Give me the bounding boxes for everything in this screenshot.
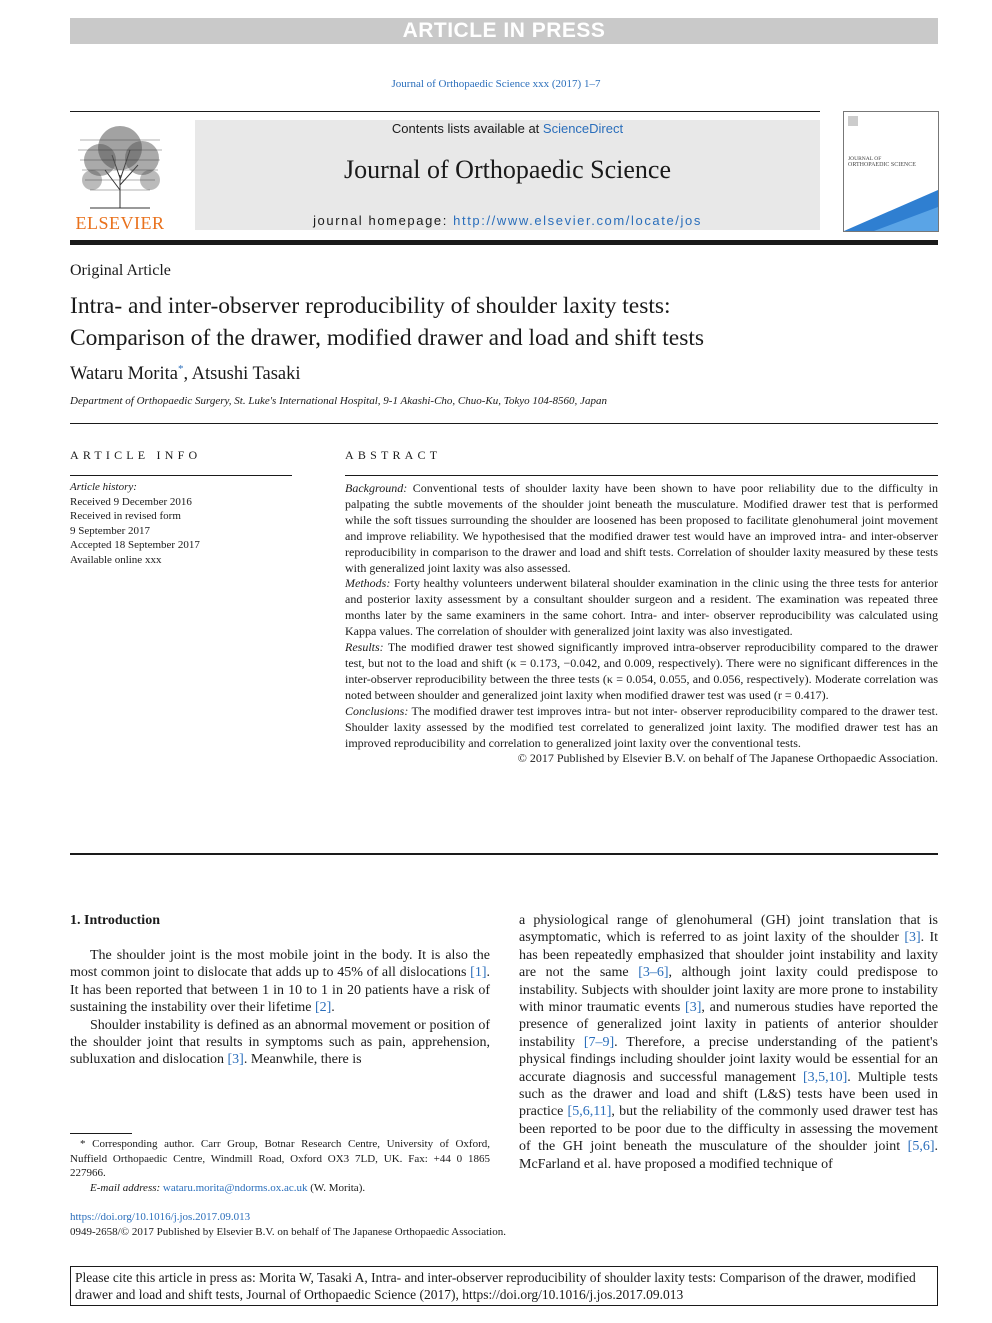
homepage-link[interactable]: http://www.elsevier.com/locate/jos <box>453 213 702 228</box>
body-text: , but the reliability of the commonly used drawer test has been reported to be poor due to the difficulty in assessing the movement of the GH joint beneath the musculature of the shoulder joint <box>519 1104 938 1155</box>
journal-title: Journal of Orthopaedic Science <box>343 155 672 184</box>
history-item: Accepted 18 September 2017 <box>70 539 200 551</box>
article-in-press-banner: ARTICLE IN PRESS <box>70 18 938 44</box>
abstract-heading: Conclusions: <box>345 703 409 718</box>
body-text: . It has been repeatedly emphasized that shoulder joint instability and laxity are not the same <box>519 930 938 981</box>
footnote-mark: * <box>80 1138 86 1150</box>
article-info-rule <box>70 475 292 476</box>
intro-paragraph <box>70 947 490 1017</box>
footnote-rule <box>70 1133 132 1134</box>
reference-link[interactable]: [3–6] <box>638 965 669 981</box>
history-item: Available online xxx <box>70 553 162 566</box>
contents-prefix: Contents lists available at <box>391 121 543 136</box>
email-label: E-mail address: <box>90 1181 161 1194</box>
abstract-rule <box>345 475 938 476</box>
doi-link[interactable]: https://doi.org/10.1016/j.jos.2017.09.013 <box>70 1211 251 1223</box>
article-type: Original Article <box>70 262 171 279</box>
corresponding-author-note <box>70 1137 490 1181</box>
body-text: , although joint laxity could predispose to instability. Subjects with shoulder joint laxity are more prone to instability with minor traumatic events <box>519 965 938 1016</box>
abstract-results <box>345 640 938 704</box>
author-separator: , <box>183 364 192 385</box>
body-text: . McFarland et al. have proposed a modified technique of <box>519 1139 938 1172</box>
intro-right-column <box>519 912 938 1173</box>
history-label: Article history: <box>70 481 137 493</box>
intro-paragraph <box>519 912 938 1173</box>
abstract-conclusions <box>345 704 938 752</box>
abstract-background <box>345 481 938 576</box>
paper-title-line-2: Comparison of the drawer, modified drawer and load and shift tests <box>70 325 705 351</box>
title-divider <box>70 423 938 424</box>
corresponding-author-mark[interactable]: * <box>177 363 184 375</box>
body-text: Shoulder instability is defined as an abnormal movement or position of the shoulder joint that results in symptoms such as pain, apprehension, subluxation and dislocation <box>70 1017 490 1068</box>
reference-link[interactable]: [5,6,11] <box>567 1104 612 1120</box>
reference-link[interactable]: [3] <box>685 1000 702 1016</box>
sciencedirect-link[interactable]: ScienceDirect <box>542 121 624 136</box>
journal-homepage-line <box>195 213 820 228</box>
abstract-text: The modified drawer test showed significantly improved intra-observer reproducibility compared to the drawer test, but not to the load and shift (κ = 0.173, −0.042, and 0.009, respectively). There were no significant differences in the inter-observer reproducibility between the three tests (κ = 0.054, 0.055, and 0.056, respectively). Moderate correlation was noted between shoulder and generalized joint laxity when modified drawer test was used (r = 0.417). <box>345 640 938 702</box>
reference-link[interactable]: [5,6] <box>907 1139 935 1155</box>
email-link[interactable]: wataru.morita@ndorms.ox.ac.uk <box>162 1181 308 1194</box>
cover-title-2: ORTHOPAEDIC SCIENCE <box>848 162 916 168</box>
reference-link[interactable]: [2] <box>314 1000 332 1016</box>
paper-title <box>70 290 938 354</box>
abstract-text: Forty healthy volunteers underwent bilateral shoulder examination in the clinic using the three tests for anterior and posterior laxity assessment by a consultant shoulder surgeon and a resident. The examination was repeated three months later by the same examiners in the same cohort. Intra- and inter- observer reproducibility was calculated using Kappa values. The correlation of shoulder with generalized joint laxity was also investigated. <box>345 576 938 639</box>
article-info-label: ARTICLE INFO <box>70 448 202 462</box>
issn-copyright-line: 0949-2658/© 2017 Published by Elsevier B.V. on behalf of The Japanese Orthopaedic Association. <box>70 1226 506 1238</box>
abstract-text: The modified drawer test improves intra- but not inter- observer reproducibility compared to the drawer test. Shoulder laxity assessed by the modified test correlated to generalized joint laxity. The modified drawer test has an improved reproducibility and correlation to generalized joint laxity over the conventional tests. <box>345 703 938 750</box>
journal-citation-link[interactable]: Journal of Orthopaedic Science xxx (2017) 1–7 <box>391 78 601 90</box>
abstract-heading: Methods: <box>345 576 391 591</box>
abstract-label: ABSTRACT <box>345 448 442 462</box>
section-heading-introduction: 1. Introduction <box>70 913 160 928</box>
abstract-divider <box>70 853 938 855</box>
abstract-text: Conventional tests of shoulder laxity have been shown to have poor reliability due to the difficulty in palpating the subtle movements of the shoulder joint beneath the musculature. Modified drawer test that is performed while the soft tissues surrounding the shoulder are loosened has been proposed to facilitate glenohumeral joint movement and improve reliability. We hypothesised that the modified drawer test would have an improved intra- and inter-observer reproducibility in comparison to the drawer and load and shift tests. Correlation of shoulder laxity measured by these tests with generalized joint laxity was also assessed. <box>345 481 938 575</box>
body-text: The shoulder joint is the most mobile joint in the body. It is also the most common joint to dislocate that adds up to 45% of all dislocations <box>70 948 490 981</box>
affiliation: Department of Orthopaedic Surgery, St. Luke's International Hospital, 9-1 Akashi-Cho, Chuo-Ku, Tokyo 104-8560, Japan <box>70 395 607 407</box>
history-item: 9 September 2017 <box>70 524 151 537</box>
body-text: . Multiple tests such as the drawer and load and shift (L&S) tests have been used in practice <box>519 1069 938 1120</box>
homepage-prefix: journal homepage: <box>313 213 454 228</box>
email-owner: (W. Morita). <box>307 1181 366 1194</box>
body-text: . Therefore, a precise understanding of the patient's physical findings including shoulder joint laxity would be essential for an accurate diagnosis and successful management <box>519 1034 938 1085</box>
reference-link[interactable]: [3] <box>904 930 921 946</box>
abstract-copyright: © 2017 Published by Elsevier B.V. on behalf of The Japanese Orthopaedic Association. <box>517 751 938 766</box>
author-name: Atsushi Tasaki <box>191 364 301 385</box>
abstract-body <box>345 481 938 767</box>
reference-link[interactable]: [3] <box>227 1052 244 1068</box>
header-top-rule <box>70 111 820 112</box>
reference-link[interactable]: [3,5,10] <box>802 1069 848 1085</box>
article-history <box>70 480 292 567</box>
contents-available-line <box>195 121 820 136</box>
author-name: Wataru Morita <box>70 364 178 385</box>
body-text: . Meanwhile, there is <box>243 1052 362 1068</box>
abstract-heading: Results: <box>345 640 384 655</box>
body-text: . <box>331 1000 335 1016</box>
author-list <box>70 363 301 385</box>
history-item: Received in revised form <box>70 510 181 522</box>
cover-art-icon <box>844 112 938 231</box>
paper-title-line-1: Intra- and inter-observer reproducibility of shoulder laxity tests: <box>70 293 671 319</box>
body-text: a physiological range of glenohumeral (GH) joint translation that is asymptomatic, which is referred to as joint laxity of the shoulder <box>519 913 938 946</box>
citation-box: Please cite this article in press as: Morita W, Tasaki A, Intra- and inter-observer reproducibility of shoulder laxity tests: Comparison of the drawer, modified drawer and load and shift tests, Journal of Orthopaedic Science (2017), https://doi.org/10.1016/j.jos.2017.09.013 <box>70 1266 938 1306</box>
footnote <box>70 1137 490 1195</box>
journal-cover-thumbnail[interactable] <box>843 111 939 232</box>
intro-paragraph <box>70 1017 490 1069</box>
intro-left-column <box>70 947 490 1069</box>
body-text: , and numerous studies have reported the presence of generalized joint laxity in patients of anterior shoulder instability <box>519 1000 938 1050</box>
email-note <box>70 1181 490 1196</box>
history-item: Received 9 December 2016 <box>70 495 192 508</box>
reference-link[interactable]: [7–9] <box>583 1034 615 1050</box>
footnote-text: Corresponding author. Carr Group, Botnar Research Centre, University of Oxford, Nuffield Orthopaedic Centre, Windmill Road, Oxford OX3 7LD, UK. Fax: +44 0 1865 227966. <box>70 1138 490 1179</box>
cover-title-1: JOURNAL OF <box>848 156 882 162</box>
abstract-heading: Background: <box>345 481 408 495</box>
body-text: . It has been reported that between 1 in 10 to 1 in 20 patients have a risk of sustaining the instability over their lifetime <box>70 965 490 1016</box>
abstract-methods <box>345 576 938 640</box>
reference-link[interactable]: [1] <box>470 965 487 981</box>
header-bottom-rule <box>70 240 938 245</box>
elsevier-wordmark: ELSEVIER <box>75 213 165 233</box>
